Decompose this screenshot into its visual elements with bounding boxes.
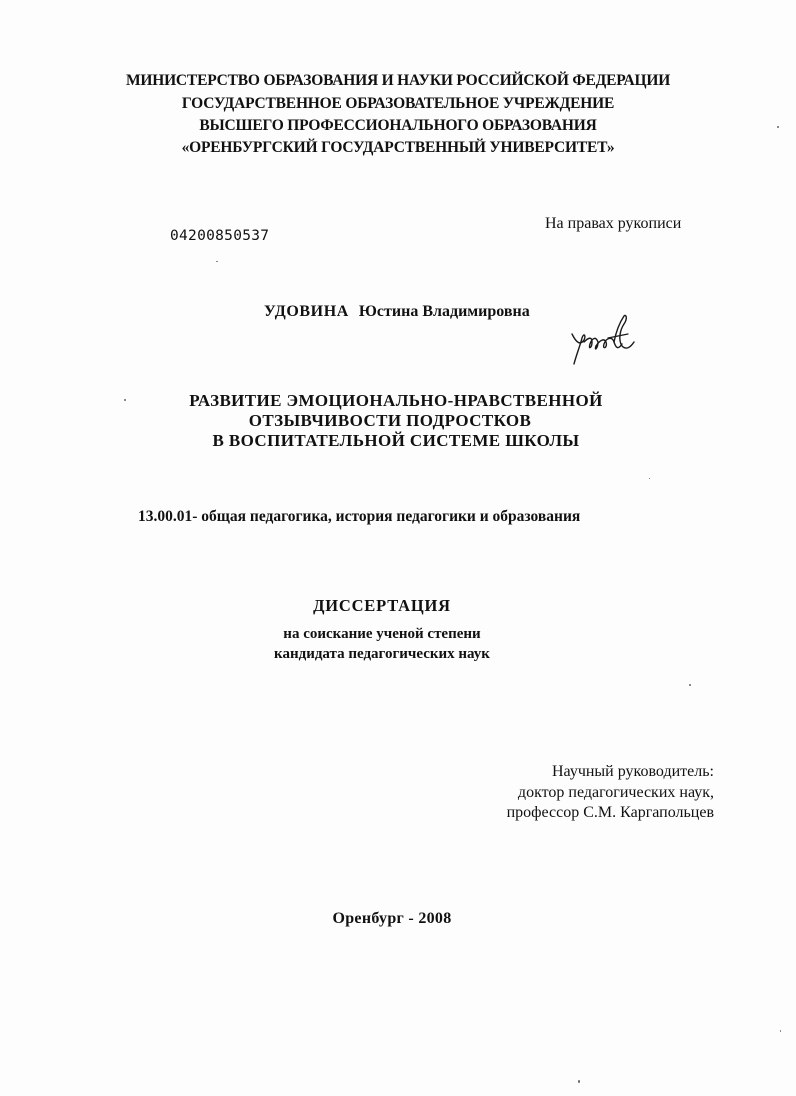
supervisor-degree: доктор педагогических наук,: [517, 784, 714, 801]
scan-speck: [780, 1030, 781, 1032]
header-education-level: ВЫСШЕГО ПРОФЕССИОНАЛЬНОГО ОБРАЗОВАНИЯ: [199, 117, 597, 134]
author-name: [264, 303, 530, 321]
scan-speck: [649, 478, 650, 479]
supervisor-label: Научный руководитель:: [551, 763, 714, 780]
author-given-names: Юстина Владимировна: [358, 303, 530, 320]
title-line-3: В ВОСПИТАТЕЛЬНОЙ СИСТЕМЕ ШКОЛЫ: [212, 431, 580, 450]
scan-speck: [689, 684, 691, 686]
manuscript-note: На правах рукописи: [545, 215, 682, 232]
header-university-name: «ОРЕНБУРГСКИЙ ГОСУДАРСТВЕННЫЙ УНИВЕРСИТЕТ»: [181, 139, 615, 156]
header-ministry: МИНИСТЕРСТВО ОБРАЗОВАНИЯ И НАУКИ РОССИЙСКОЙ ФЕДЕРАЦИИ: [125, 72, 671, 89]
author-signature-icon: [566, 312, 636, 368]
degree-line-1: на соискание ученой степени: [283, 626, 481, 642]
specialty-code: 13.00.01- общая педагогика, история педагогики и образования: [138, 508, 581, 525]
document-type: ДИССЕРТАЦИЯ: [313, 596, 451, 615]
supervisor-name: профессор С.М. Каргапольцев: [506, 804, 714, 821]
scan-speck: [777, 126, 779, 128]
scan-speck: [124, 399, 126, 401]
title-line-2: ОТЗЫВЧИВОСТИ ПОДРОСТКОВ: [248, 411, 532, 430]
city-year: Оренбург - 2008: [332, 910, 452, 927]
header-institution-type: ГОСУДАРСТВЕННОЕ ОБРАЗОВАТЕЛЬНОЕ УЧРЕЖДЕНИЕ: [181, 95, 615, 112]
author-surname: УДОВИНА: [264, 303, 349, 320]
title-line-1: РАЗВИТИЕ ЭМОЦИОНАЛЬНО-НРАВСТВЕННОЙ: [189, 391, 603, 410]
scan-speck: [216, 261, 218, 262]
archive-number: 04200850537: [170, 228, 270, 244]
degree-line-2: кандидата педагогических наук: [274, 646, 490, 662]
scan-speck: [578, 1080, 580, 1083]
